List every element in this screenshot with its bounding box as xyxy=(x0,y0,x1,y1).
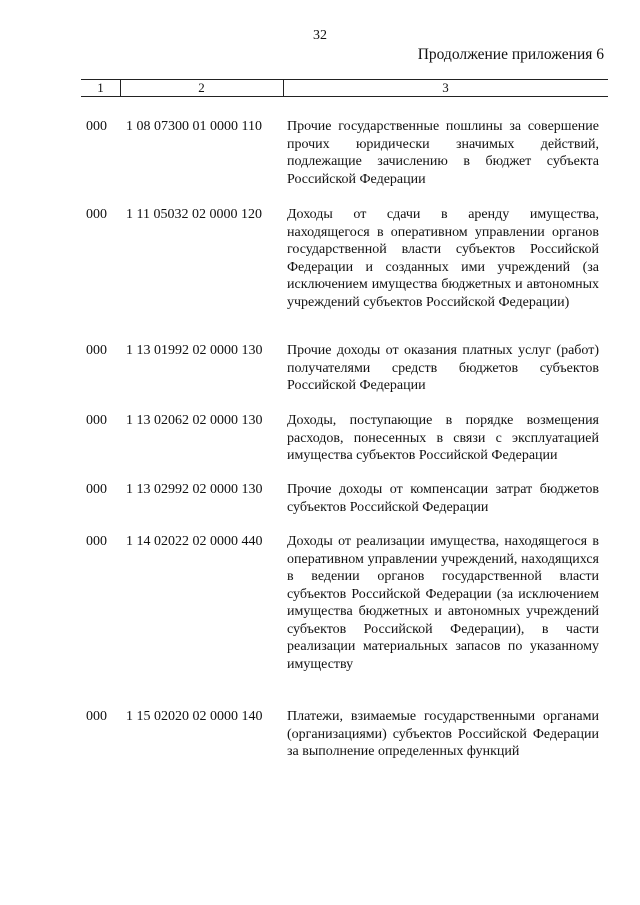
revenue-name: Прочие доходы от оказания платных услуг (работ) получателями средств бюджетов субъектов Российской Федерации xyxy=(287,343,599,393)
admin-code: 000 xyxy=(86,207,107,222)
revenue-name: Доходы от реализации имущества, находящегося в оперативном управлении учреждений, находящихся в ведении органов государственной власти субъектов Российской Федерации (за исключением имущества бюджетных и автономных учреждений субъектов Российской Федерации), в части реализации материальных запасов по указанному имуществу xyxy=(287,534,599,672)
header-col-3: 3 xyxy=(442,80,449,95)
header-col-1: 1 xyxy=(97,80,104,95)
budget-classification-code: 1 13 02992 02 0000 130 xyxy=(126,482,263,497)
admin-code: 000 xyxy=(86,482,107,497)
budget-classification-code: 1 15 02020 02 0000 140 xyxy=(126,709,263,724)
revenue-name: Прочие доходы от компенсации затрат бюджетов субъектов Российской Федерации xyxy=(287,482,599,515)
appendix-continuation-title: Продолжение приложения 6 xyxy=(417,46,604,63)
page-number: 32 xyxy=(313,28,327,43)
header-col-2: 2 xyxy=(198,80,205,95)
admin-code: 000 xyxy=(86,709,107,724)
revenue-name: Прочие государственные пошлины за совершение прочих юридически значимых действий, подлежащие зачислению в бюджет субъекта Российской Федерации xyxy=(287,119,599,187)
revenue-name: Доходы, поступающие в порядке возмещения расходов, понесенных в связи с эксплуатацией имущества субъектов Российской Федерации xyxy=(287,413,599,463)
revenue-name: Платежи, взимаемые государственными органами (организациями) субъектов Российской Федерации за выполнение определенных функций xyxy=(287,709,599,759)
budget-classification-code: 1 08 07300 01 0000 110 xyxy=(126,119,262,134)
admin-code: 000 xyxy=(86,343,107,358)
admin-code: 000 xyxy=(86,534,107,549)
budget-classification-code: 1 14 02022 02 0000 440 xyxy=(126,534,263,549)
admin-code: 000 xyxy=(86,413,107,428)
budget-classification-code: 1 13 02062 02 0000 130 xyxy=(126,413,263,428)
admin-code: 000 xyxy=(86,119,107,134)
budget-classification-code: 1 13 01992 02 0000 130 xyxy=(126,343,263,358)
budget-classification-code: 1 11 05032 02 0000 120 xyxy=(126,207,262,222)
header-bottom-rule xyxy=(81,96,608,97)
revenue-name: Доходы от сдачи в аренду имущества, находящегося в оперативном управлении органов государственной власти субъектов Российской Федерации и созданных ими учреждений (за исключением имущества бюджетных и автономных учреждений субъектов Российской Федерации) xyxy=(287,207,599,310)
